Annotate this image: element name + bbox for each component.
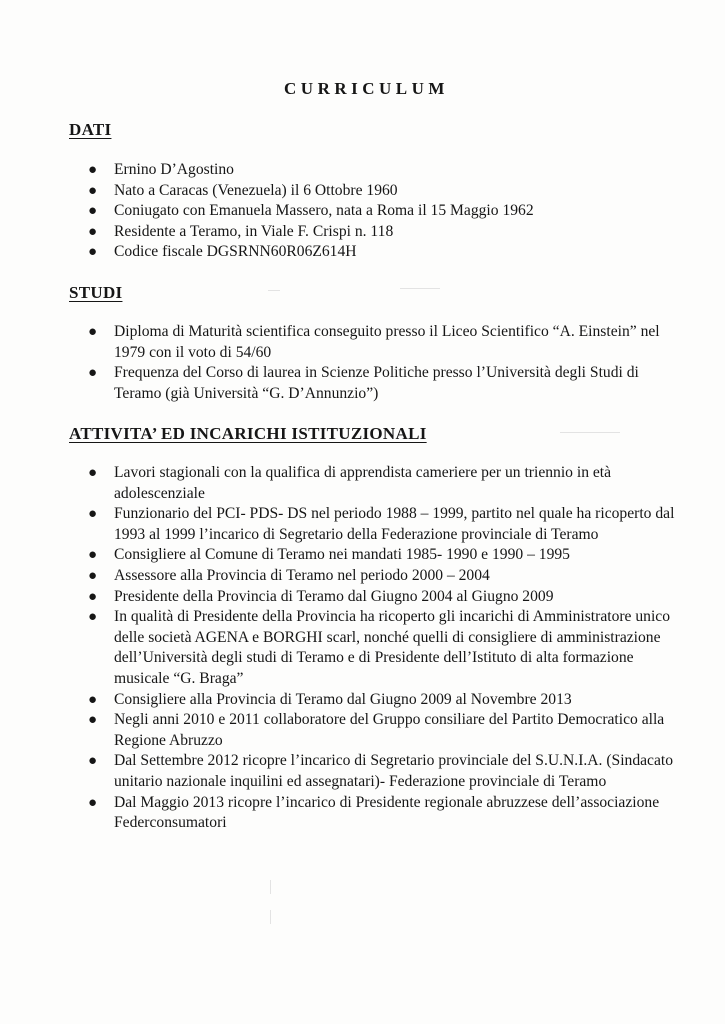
scan-artifact [268,290,280,291]
attivita-list [88,463,688,834]
section-heading-dati: DATI [69,120,112,139]
list-item-text: Coniugato con Emanuela Massero, nata a Roma il 15 Maggio 1962 [114,202,534,220]
list-item [88,222,688,243]
list-item-text: Consigliere al Comune di Teramo nei mandati 1985- 1990 e 1990 – 1995 [114,546,570,564]
list-item-text: In qualità di Presidente della Provincia ha ricoperto gli incarichi di Amministratore unico delle società AGENA e BORGHI scarl, nonché quelli di consigliere di amministrazione dell’Università degli studi di Teramo e di Presidente dell’Istituto di alta formazione musicale “G. Braga” [114,608,671,687]
list-item [88,566,688,587]
list-item [88,181,688,202]
list-item-text: Negli anni 2010 e 2011 collaboratore del Gruppo consiliare del Partito Democratico alla Regione Abruzzo [114,711,665,749]
bullet-icon: ● [88,244,98,261]
list-item [88,160,688,181]
section-heading-studi: STUDI [69,283,123,302]
list-item-text: Residente a Teramo, in Viale F. Crispi n. 118 [114,222,394,240]
bullet-icon: ● [88,182,98,199]
list-item [88,690,688,711]
scan-artifact [560,432,620,433]
section-heading-attivita: ATTIVITA’ ED INCARICHI ISTITUZIONALI [69,424,427,443]
bullet-icon: ● [88,547,98,564]
bullet-icon: ● [88,691,98,708]
bullet-icon: ● [88,162,98,178]
list-item [88,242,688,263]
list-item [88,545,688,566]
list-item [88,463,688,504]
list-item [88,587,688,608]
list-item-text: Diploma di Maturità scientifica conseguito presso il Liceo Scientifico “A. Einstein” nel 1979 con il voto di 54/60 [114,323,660,361]
bullet-icon: ● [88,753,98,770]
bullet-icon: ● [88,506,98,523]
list-item [88,201,688,222]
bullet-icon: ● [88,588,98,605]
list-item-text: Frequenza del Corso di laurea in Scienze Politiche presso l’Università degli Studi di Teramo (già Università “G. D’Annunzio”) [114,364,639,402]
studi-list [88,322,688,404]
list-item-text: Nato a Caracas (Venezuela) il 6 Ottobre 1960 [114,181,398,199]
bullet-icon: ● [88,223,98,240]
list-item-text: Dal Settembre 2012 ricopre l’incarico di Segretario provinciale del S.U.N.I.A. (Sindacato unitario nazionale inquilini ed assegnatari)- Federazione provinciale di Teramo [114,752,674,790]
list-item-text: Dal Maggio 2013 ricopre l’incarico di Presidente regionale abruzzese dell’associazione Federconsumatori [114,793,660,832]
bullet-icon: ● [88,465,98,481]
list-item [88,322,688,363]
list-item-text: Codice fiscale DGSRNN60R06Z614H [114,243,357,261]
list-item [88,504,688,545]
bullet-icon: ● [88,203,98,220]
list-item [88,751,688,792]
scan-artifact [270,910,271,924]
bullet-icon: ● [88,365,98,382]
list-item-text: Consigliere alla Provincia di Teramo dal Giugno 2009 al Novembre 2013 [114,690,572,708]
list-item-text: Lavori stagionali con la qualifica di apprendista cameriere per un triennio in età adolescenziale [114,464,612,502]
list-item-text: Funzionario del PCI- PDS- DS nel periodo 1988 – 1999, partito nel quale ha ricoperto dal 1993 al 1999 l’incarico di Segretario della Federazione provinciale di Teramo [114,505,675,543]
list-item [88,793,688,834]
list-item-text: Presidente della Provincia di Teramo dal Giugno 2004 al Giugno 2009 [114,587,554,605]
bullet-icon: ● [88,567,98,584]
bullet-icon: ● [88,609,98,626]
list-item-text: Ernino D’Agostino [114,161,234,178]
bullet-icon: ● [88,794,98,811]
list-item-text: Assessore alla Provincia di Teramo nel periodo 2000 – 2004 [114,566,490,584]
scan-artifact [400,288,440,289]
dati-list [88,160,688,263]
bullet-icon: ● [88,712,98,729]
list-item [88,363,688,404]
page-title: CURRICULUM [284,79,449,98]
bullet-icon: ● [88,324,98,340]
list-item [88,607,688,689]
scan-artifact [270,880,271,894]
list-item [88,710,688,751]
